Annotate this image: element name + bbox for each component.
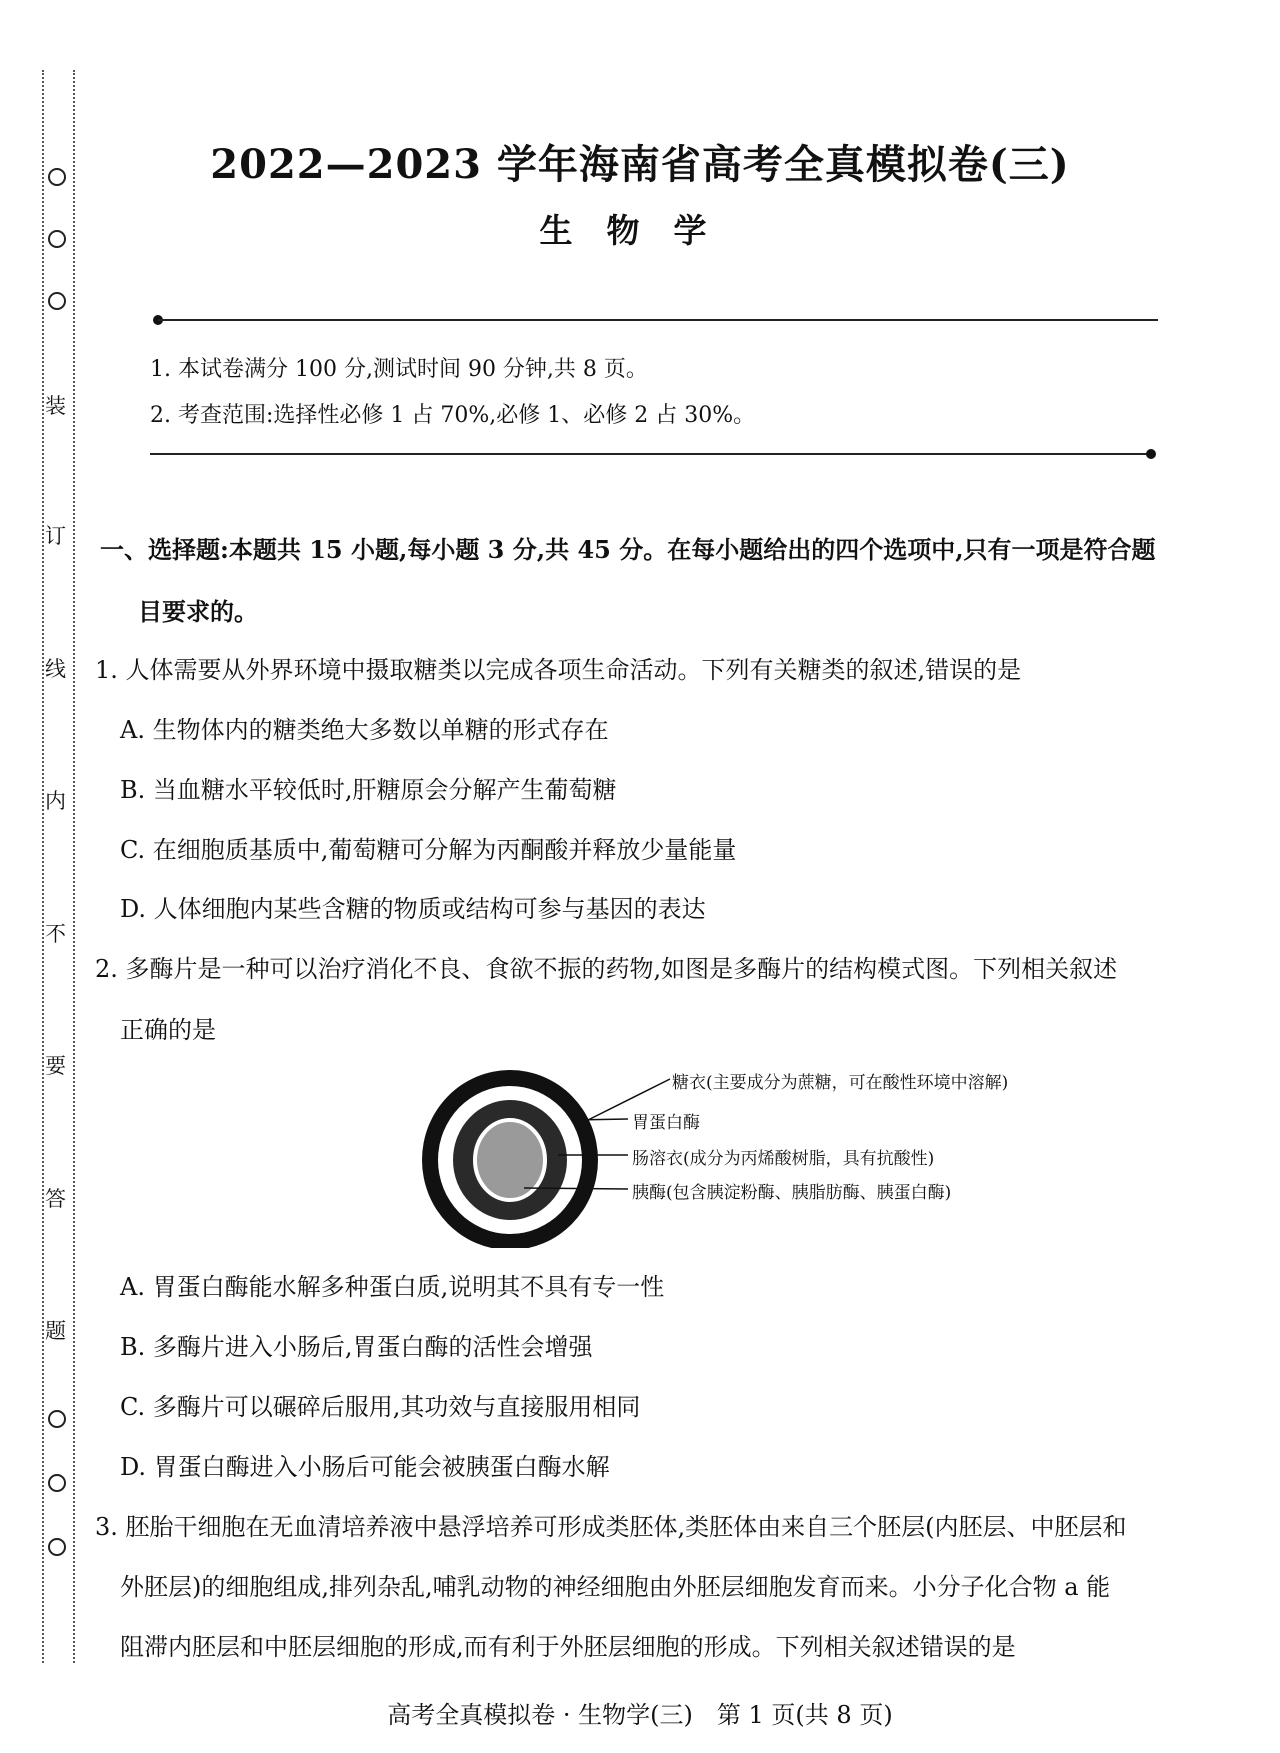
question-2-stem-cont: 正确的是 [120,1016,216,1044]
binding-dashed-line [73,70,75,1663]
question-3-stem: 3. 胚胎干细胞在无血清培养液中悬浮培养可形成类胚体,类胚体由来自三个胚层(内胚层、中胚层和 [95,1513,1127,1541]
binding-char: 题 [45,1319,66,1343]
subject-title: 生物学 [539,211,741,250]
binding-hole-icon [48,292,66,310]
instruction-note: 2. 考查范围:选择性必修 1 占 70%,必修 1、必修 2 占 30%。 [150,403,756,428]
question-3-stem-cont: 阻滞内胚层和中胚层细胞的形成,而有利于外胚层细胞的形成。下列相关叙述错误的是 [120,1633,1016,1661]
figure-label-enteric-coat: 肠溶衣(成分为丙烯酸树脂，具有抗酸性) [632,1149,935,1169]
bottom-rule [150,453,1150,455]
section-heading-cont: 目要求的。 [138,597,258,626]
question-1-stem: 1. 人体需要从外界环境中摄取糖类以完成各项生命活动。下列有关糖类的叙述,错误的是 [95,656,1022,684]
binding-hole-icon [48,1474,66,1492]
figure-label-pepsin: 胃蛋白酶 [632,1113,700,1133]
question-1-option-a: A. 生物体内的糖类绝大多数以单糖的形式存在 [120,716,609,744]
question-1-option-c: C. 在细胞质基质中,葡萄糖可分解为丙酮酸并释放少量能量 [120,836,737,864]
exam-title: 2022—2023 学年海南省高考全真模拟卷(三) [210,141,1070,188]
binding-char: 答 [45,1187,66,1211]
binding-char: 装 [45,394,66,418]
binding-char: 不 [45,922,66,946]
question-2-stem: 2. 多酶片是一种可以治疗消化不良、食欲不振的药物,如图是多酶片的结构模式图。下列相关叙述 [95,955,1118,983]
leader-line [574,1119,628,1120]
tablet-structure-figure [410,1068,1009,1248]
section-heading: 一、选择题:本题共 15 小题,每小题 3 分,共 45 分。在每小题给出的四个选项中,只有一项是符合题 [100,535,1156,564]
top-rule [158,319,1158,321]
binding-margin [0,0,90,1753]
binding-char: 订 [45,524,66,548]
rule-dot [1146,449,1156,459]
figure-label-sugar-coat: 糖衣(主要成分为蔗糖，可在酸性环境中溶解) [672,1073,1009,1093]
question-3-stem-cont: 外胚层)的细胞组成,排列杂乱,哺乳动物的神经细胞由外胚层细胞发育而来。小分子化合物 a 能 [120,1573,1111,1601]
binding-dashed-line [42,70,44,1663]
question-2-option-d: D. 胃蛋白酶进入小肠后可能会被胰蛋白酶水解 [120,1453,610,1481]
binding-hole-icon [48,1538,66,1556]
question-2-option-c: C. 多酶片可以碾碎后服用,其功效与直接服用相同 [120,1393,641,1421]
binding-char: 线 [45,657,66,681]
question-1-option-d: D. 人体细胞内某些含糖的物质或结构可参与基因的表达 [120,895,706,923]
question-1-option-b: B. 当血糖水平较低时,肝糖原会分解产生葡萄糖 [120,776,617,804]
instruction-note: 1. 本试卷满分 100 分,测试时间 90 分钟,共 8 页。 [150,357,648,382]
question-2-option-b: B. 多酶片进入小肠后,胃蛋白酶的活性会增强 [120,1333,593,1361]
binding-hole-icon [48,1410,66,1428]
figure-label-pancreatin: 胰酶(包含胰淀粉酶、胰脂肪酶、胰蛋白酶) [632,1183,952,1203]
question-2-option-a: A. 胃蛋白酶能水解多种蛋白质,说明其不具有专一性 [120,1273,665,1301]
leader-line [524,1188,628,1189]
binding-char: 要 [45,1054,66,1078]
binding-char: 内 [45,789,66,813]
page-footer: 高考全真模拟卷 · 生物学(三) 第 1 页(共 8 页) [387,1701,893,1729]
